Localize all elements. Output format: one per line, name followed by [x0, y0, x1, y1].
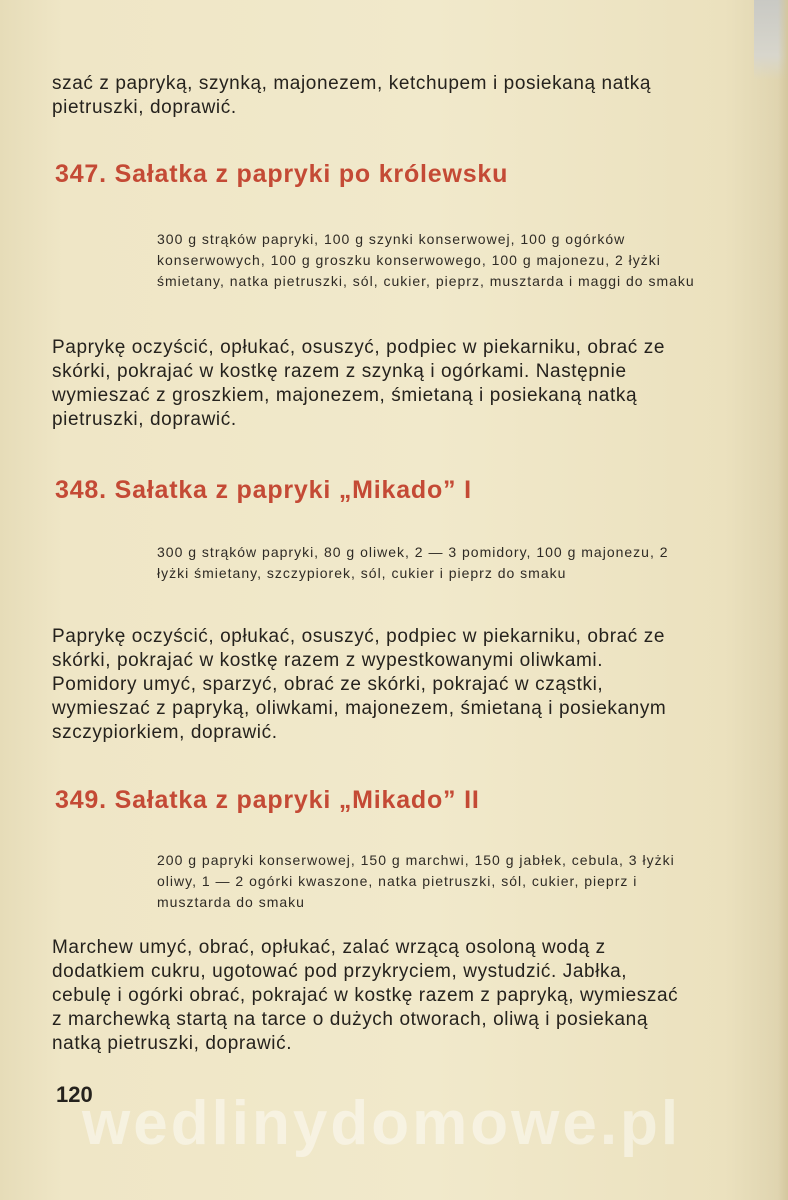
page-number: 120 [56, 1082, 93, 1107]
recipe-349-ingredients: 200 g papryki konserwowej, 150 g marchwi, 150 g jabłek, cebula, 3 łyżki oliwy, 1 — 2 ogórki kwaszone, natka pietruszki, sól, cukier, pieprz i musztarda do smaku [157, 852, 675, 910]
recipe-349-method: Marchew umyć, obrać, opłukać, zalać wrzącą osoloną wodą z dodatkiem cukru, ugotować pod przykryciem, wystudzić. Jabłka, cebulę i ogórki obrać, pokrajać w kostkę razem z papryką, wymieszać z marchewką startą na tarce o dużych otworach, oliwą i posiekaną natką pietruszki, doprawić. [52, 937, 679, 1054]
recipe-347-method: Paprykę oczyścić, opłukać, osuszyć, podpiec w piekarniku, obrać ze skórki, pokrajać w kostkę razem z szynką i ogórkami. Następnie wymieszać z groszkiem, majonezem, śmietaną i posiekaną natką pietruszki, doprawić. [52, 337, 666, 430]
recipe-349-title: 349. Sałatka z papryki „Mikado” II [55, 786, 480, 814]
recipe-347-ingredients: 300 g strąków papryki, 100 g szynki konserwowej, 100 g ogórków konserwowych, 100 g groszku konserwowego, 100 g majonezu, 2 łyżki śmietany, natka pietruszki, sól, cukier, pieprz, musztarda i maggi do smaku [157, 231, 695, 289]
intro-text: szać z papryką, szynką, majonezem, ketchupem i posiekaną natką pietruszki, doprawić. [52, 73, 652, 118]
recipe-348-method: Paprykę oczyścić, opłukać, osuszyć, podpiec w piekarniku, obrać ze skórki, pokrajać w kostkę razem z wypestkowanymi oliwkami. Pomidory umyć, sparzyć, obrać ze skórki, pokrajać w cząstki, wymieszać z papryką, oliwkami, majonezem, śmietaną i posiekanym szczypiorkiem, doprawić. [52, 626, 667, 743]
recipe-347-title: 347. Sałatka z papryki po królewsku [55, 160, 509, 188]
recipe-348-ingredients: 300 g strąków papryki, 80 g oliwek, 2 — 3 pomidory, 100 g majonezu, 2 łyżki śmietany, szczypiorek, sól, cukier i pieprz do smaku [157, 544, 669, 581]
watermark: wedlinydomowe.pl [82, 1089, 682, 1158]
page-right-shadow [778, 0, 788, 1200]
recipe-348-title: 348. Sałatka z papryki „Mikado” I [55, 476, 472, 504]
